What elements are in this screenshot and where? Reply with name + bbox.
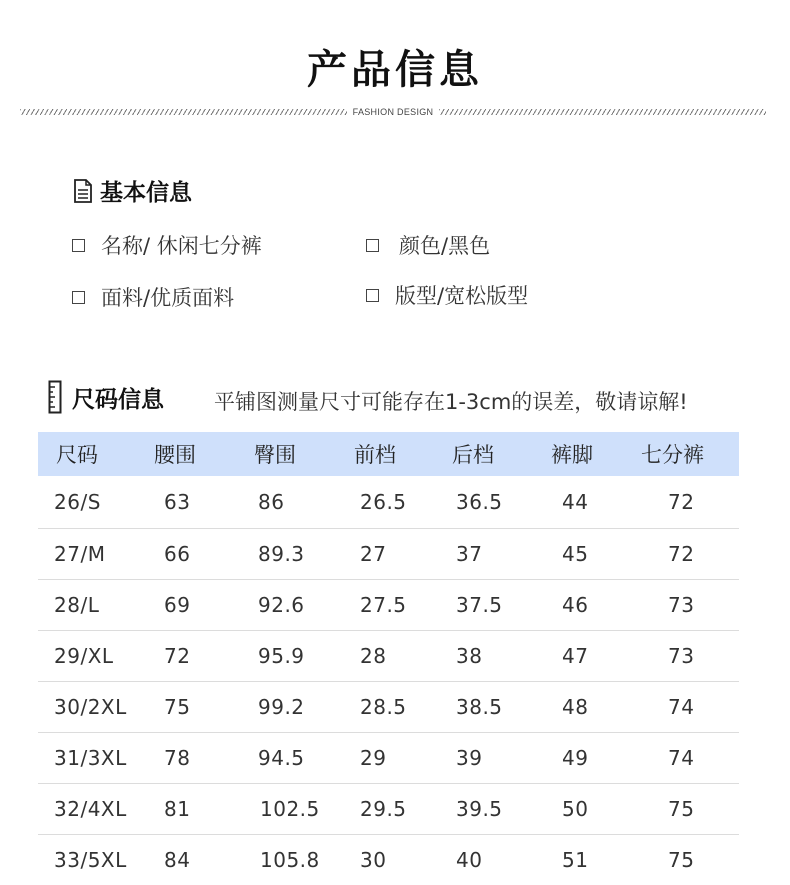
hatch-line-right [439, 109, 766, 115]
basic-info-heading [72, 174, 192, 207]
table-cell: 99.2 [258, 695, 305, 719]
info-item-label: 名称/ 休闲七分裤 [101, 234, 262, 258]
table-cell: 84 [164, 848, 191, 872]
table-cell: 72 [668, 542, 695, 566]
table-cell: 48 [562, 695, 589, 719]
ruler-icon [48, 380, 62, 414]
table-row [38, 631, 739, 682]
info-item-fabric [72, 282, 234, 312]
table-row [38, 476, 739, 529]
table-cell: 33/5XL [54, 848, 127, 872]
table-cell: 86 [258, 490, 285, 514]
table-cell: 72 [164, 644, 191, 668]
table-row [38, 784, 739, 835]
info-item-label: 版型/宽松版型 [395, 284, 529, 308]
checkbox-square-icon [72, 239, 85, 252]
column-header: 臀围 [254, 443, 296, 467]
table-cell: 32/4XL [54, 797, 127, 821]
fashion-design-divider [20, 104, 766, 120]
column-header: 裤脚 [551, 443, 593, 467]
document-icon [72, 178, 94, 204]
column-header: 腰围 [154, 443, 196, 467]
table-cell: 92.6 [258, 593, 305, 617]
table-cell: 73 [668, 644, 695, 668]
table-cell: 38.5 [456, 695, 503, 719]
divider-label: FASHION DESIGN [352, 107, 434, 117]
column-header: 前档 [354, 443, 396, 467]
table-cell: 49 [562, 746, 589, 770]
table-cell: 63 [164, 490, 191, 514]
hatch-line-left [20, 109, 347, 115]
basic-info-heading-label: 基本信息 [100, 180, 192, 206]
table-row [38, 733, 739, 784]
info-item-label: 面料/优质面料 [101, 286, 235, 310]
table-cell: 30/2XL [54, 695, 127, 719]
table-cell: 74 [668, 746, 695, 770]
page-title: 产品信息 [307, 47, 483, 93]
table-row [38, 580, 739, 631]
table-cell: 46 [562, 593, 589, 617]
checkbox-square-icon [72, 291, 85, 304]
column-header: 七分裤 [641, 443, 704, 467]
table-cell: 39 [456, 746, 483, 770]
table-cell: 81 [164, 797, 191, 821]
table-cell: 29 [360, 746, 387, 770]
checkbox-square-icon [366, 239, 379, 252]
table-cell: 28/L [54, 593, 100, 617]
table-cell: 30 [360, 848, 387, 872]
table-cell: 40 [456, 848, 483, 872]
column-header: 尺码 [56, 443, 98, 467]
table-cell: 78 [164, 746, 191, 770]
table-cell: 37 [456, 542, 483, 566]
table-cell: 50 [562, 797, 589, 821]
info-item-label: 颜色/黑色 [399, 234, 491, 258]
table-cell: 95.9 [258, 644, 305, 668]
table-cell: 69 [164, 593, 191, 617]
table-cell: 105.8 [260, 848, 320, 872]
table-cell: 89.3 [258, 542, 305, 566]
table-cell: 44 [562, 490, 589, 514]
table-cell: 36.5 [456, 490, 503, 514]
table-cell: 74 [668, 695, 695, 719]
table-cell: 28.5 [360, 695, 407, 719]
table-cell: 75 [668, 797, 695, 821]
table-cell: 37.5 [456, 593, 503, 617]
table-cell: 26.5 [360, 490, 407, 514]
table-cell: 27/M [54, 542, 106, 566]
table-cell: 28 [360, 644, 387, 668]
table-cell: 94.5 [258, 746, 305, 770]
table-cell: 27.5 [360, 593, 407, 617]
table-cell: 51 [562, 848, 589, 872]
info-item-fit [366, 280, 528, 310]
table-cell: 73 [668, 593, 695, 617]
table-cell: 66 [164, 542, 191, 566]
table-cell: 26/S [54, 490, 101, 514]
info-item-name [72, 230, 262, 260]
table-cell: 27 [360, 542, 387, 566]
table-cell: 102.5 [260, 797, 320, 821]
table-row [38, 835, 739, 885]
table-cell: 72 [668, 490, 695, 514]
checkbox-square-icon [366, 289, 379, 302]
size-info-heading [48, 380, 164, 414]
size-table-header [38, 432, 739, 476]
table-cell: 75 [668, 848, 695, 872]
table-cell: 29.5 [360, 797, 407, 821]
column-header: 后档 [452, 443, 494, 467]
info-item-color [366, 230, 490, 260]
table-cell: 47 [562, 644, 589, 668]
table-cell: 75 [164, 695, 191, 719]
table-cell: 29/XL [54, 644, 114, 668]
measurement-note: 平铺图测量尺寸可能存在1-3cm的误差，敬请谅解! [214, 390, 688, 414]
table-cell: 31/3XL [54, 746, 127, 770]
table-cell: 45 [562, 542, 589, 566]
size-table [38, 432, 739, 885]
table-cell: 38 [456, 644, 483, 668]
table-row [38, 529, 739, 580]
size-info-heading-label: 尺码信息 [72, 386, 164, 413]
table-row [38, 682, 739, 733]
table-cell: 39.5 [456, 797, 503, 821]
